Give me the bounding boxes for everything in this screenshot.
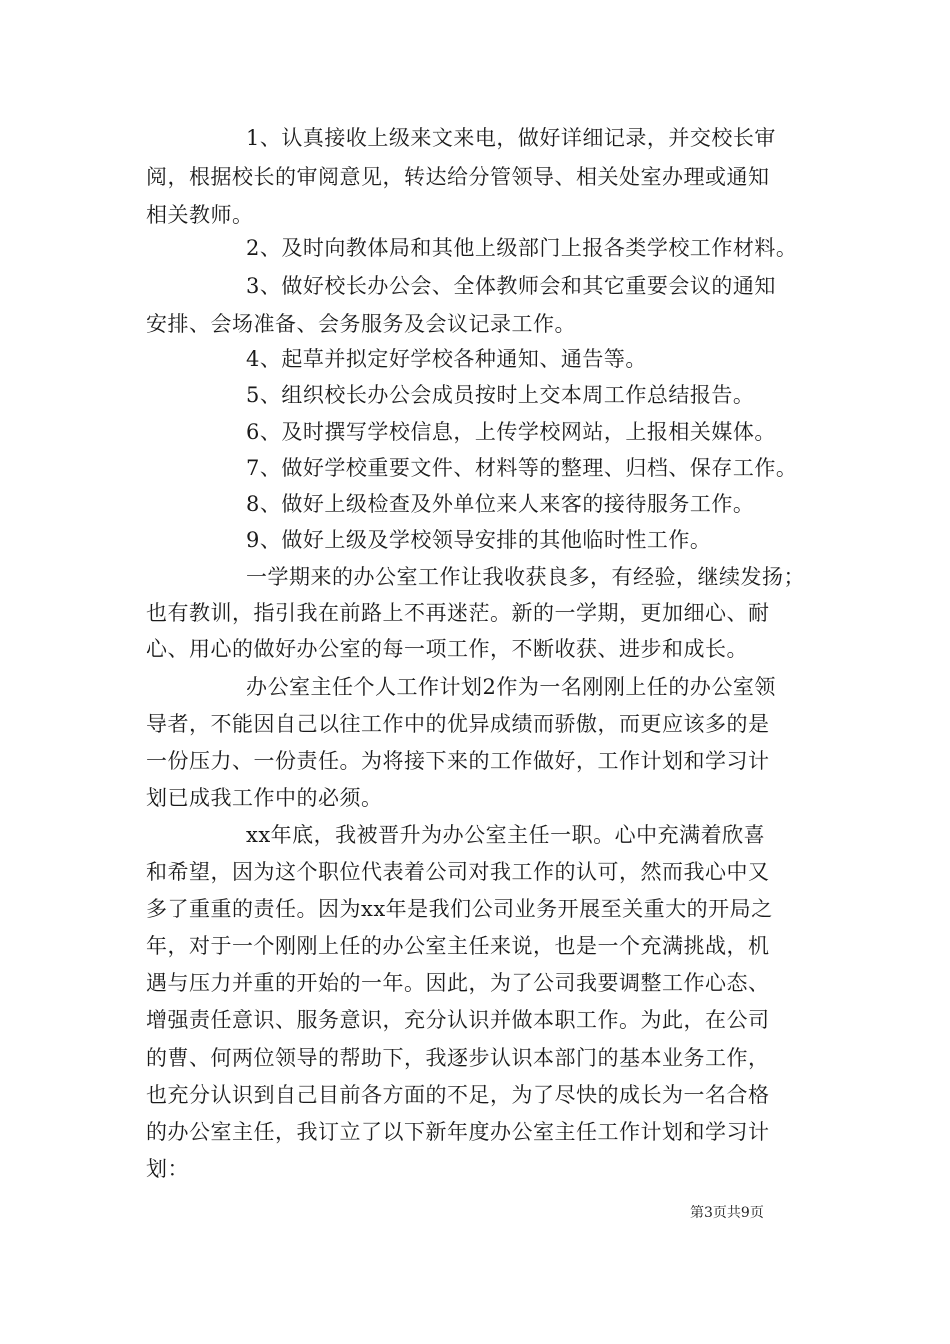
text-line: 导者，不能因自己以往工作中的优异成绩而骄傲，而更应该多的是 xyxy=(146,712,770,736)
text-line: 增强责任意识、服务意识，充分认识并做本职工作。为此，在公司 xyxy=(146,1008,770,1032)
text-line: 6、及时撰写学校信息，上传学校网站，上报相关媒体。 xyxy=(246,420,776,444)
text-line: 安排、会场准备、会务服务及会议记录工作。 xyxy=(146,312,576,336)
text-line: 也有教训，指引我在前路上不再迷茫。新的一学期，更加细心、耐 xyxy=(146,601,770,625)
text-line: 的曹、何两位领导的帮助下，我逐步认识本部门的基本业务工作， xyxy=(146,1046,770,1070)
text-line: 相关教师。 xyxy=(146,203,254,227)
text-line: 7、做好学校重要文件、材料等的整理、归档、保存工作。 xyxy=(246,456,798,480)
text-line: 阅，根据校长的审阅意见，转达给分管领导、相关处室办理或通知 xyxy=(146,165,770,189)
text-line: 3、做好校长办公会、全体教师会和其它重要会议的通知 xyxy=(246,274,776,298)
text-line: 心、用心的做好办公室的每一项工作，不断收获、进步和成长。 xyxy=(146,637,748,661)
text-line: 年，对于一个刚刚上任的办公室主任来说，也是一个充满挑战，机 xyxy=(146,934,770,958)
text-line: 划： xyxy=(146,1157,189,1181)
text-line: 一份压力、一份责任。为将接下来的工作做好，工作计划和学习计 xyxy=(146,749,770,773)
text-line: 划已成我工作中的必须。 xyxy=(146,786,383,810)
text-line: 的办公室主任，我订立了以下新年度办公室主任工作计划和学习计 xyxy=(146,1120,770,1144)
text-line: 5、组织校长办公会成员按时上交本周工作总结报告。 xyxy=(246,383,755,407)
page-number: 第3页共9页 xyxy=(690,1205,764,1221)
text-line: 9、做好上级及学校领导安排的其他临时性工作。 xyxy=(246,528,712,552)
text-line: xx年底，我被晋升为办公室主任一职。心中充满着欣喜 xyxy=(246,823,766,847)
text-line: 办公室主任个人工作计划2作为一名刚刚上任的办公室领 xyxy=(246,675,776,699)
text-line: 多了重重的责任。因为xx年是我们公司业务开展至关重大的开局之 xyxy=(146,897,773,921)
text-line: 4、起草并拟定好学校各种通知、通告等。 xyxy=(246,347,647,371)
text-line: 一学期来的办公室工作让我收获良多，有经验，继续发扬； xyxy=(246,565,805,589)
text-line: 和希望，因为这个职位代表着公司对我工作的认可，然而我心中又 xyxy=(146,860,770,884)
text-line: 8、做好上级检查及外单位来人来客的接待服务工作。 xyxy=(246,492,755,516)
text-line: 1、认真接收上级来文来电，做好详细记录，并交校长审 xyxy=(246,126,776,150)
text-line: 遇与压力并重的开始的一年。因此，为了公司我要调整工作心态、 xyxy=(146,971,770,995)
text-line: 2、及时向教体局和其他上级部门上报各类学校工作材料。 xyxy=(246,236,798,260)
text-line: 也充分认识到自己目前各方面的不足，为了尽快的成长为一名合格 xyxy=(146,1083,770,1107)
